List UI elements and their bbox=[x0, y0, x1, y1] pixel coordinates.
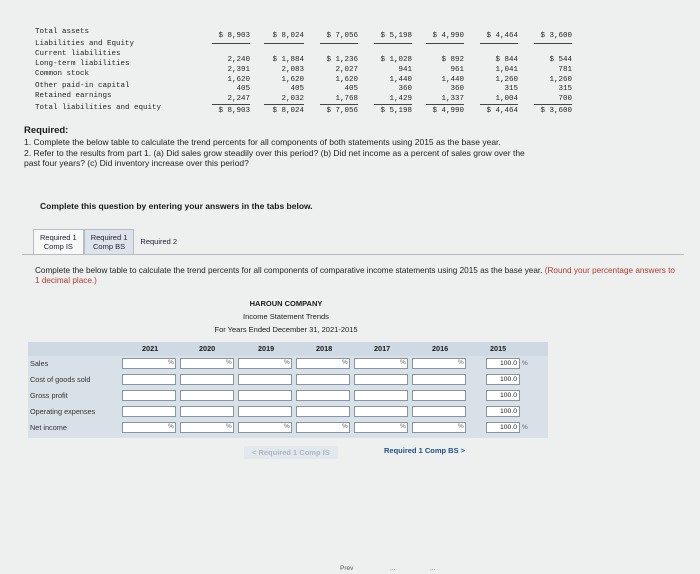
percent-sign: % bbox=[400, 359, 406, 366]
trend-input-cell[interactable] bbox=[122, 390, 176, 401]
bs-rule bbox=[212, 104, 250, 105]
bs-paid-in-2018: 360 bbox=[398, 85, 412, 93]
bs-total-le-2016: $ 4,464 bbox=[486, 107, 518, 115]
required-line-3: past four years? (c) Did inventory increase over this period? bbox=[24, 158, 249, 168]
percent-sign: % bbox=[342, 359, 348, 366]
trend-input-cell[interactable] bbox=[296, 406, 350, 417]
percent-sign: % bbox=[284, 423, 290, 430]
bs-common-stock-2019: 1,620 bbox=[335, 76, 358, 84]
bs-long-term-2017: 961 bbox=[450, 66, 464, 74]
instructions-hint: (Round your percentage answers to 1 decimal place.) bbox=[35, 266, 675, 285]
table-period: For Years Ended December 31, 2021-2015 bbox=[214, 325, 358, 334]
year-header: 2020 bbox=[199, 344, 216, 353]
percent-sign: % bbox=[522, 424, 528, 431]
bs-label-retained-earnings: Retained earnings bbox=[35, 92, 112, 100]
bs-rule bbox=[426, 104, 464, 105]
bs-label-other-paid-in-capital: Other paid-in capital bbox=[35, 82, 130, 90]
year-header: 2016 bbox=[432, 344, 449, 353]
row-label-operating-expenses: Operating expenses bbox=[30, 407, 96, 416]
bs-rule bbox=[264, 43, 304, 44]
percent-sign: % bbox=[400, 423, 406, 430]
base-value-cogs: 100.0 bbox=[486, 374, 520, 385]
bs-current-liabilities-2021: 2,240 bbox=[227, 56, 250, 64]
bs-rule bbox=[320, 43, 358, 44]
bs-rule bbox=[480, 43, 518, 44]
trend-input-cell[interactable] bbox=[122, 406, 176, 417]
bs-common-stock-2017: 1,440 bbox=[441, 76, 464, 84]
bs-label-liabilities-equity: Liabilities and Equity bbox=[35, 40, 135, 48]
trend-input-cell[interactable] bbox=[296, 390, 350, 401]
trend-input-cell[interactable] bbox=[238, 390, 292, 401]
bs-total-assets-2019: $ 7,056 bbox=[326, 32, 358, 40]
bs-current-liabilities-2016: $ 844 bbox=[495, 56, 518, 64]
bs-common-stock-2018: 1,440 bbox=[389, 76, 412, 84]
company-name: HAROUN COMPANY bbox=[249, 299, 323, 308]
bs-current-liabilities-2015: $ 544 bbox=[549, 56, 572, 64]
bs-label-long-term-liabilities: Long-term liabilities bbox=[35, 60, 130, 68]
bs-current-liabilities-2020: $ 1,884 bbox=[272, 56, 304, 64]
row-label-sales: Sales bbox=[30, 359, 49, 368]
footer-prev-fragment[interactable]: Prev bbox=[340, 565, 354, 572]
complete-note: Complete this question by entering your answers in the tabs below. bbox=[40, 201, 313, 211]
year-header-band bbox=[28, 342, 548, 356]
trend-input-cell[interactable] bbox=[354, 390, 408, 401]
percent-sign: % bbox=[342, 423, 348, 430]
tab-label-line-1: Required 1 bbox=[40, 233, 77, 242]
required-heading: Required: bbox=[24, 125, 69, 136]
bs-long-term-2020: 2,083 bbox=[281, 66, 304, 74]
bs-total-le-2021: $ 8,903 bbox=[218, 107, 250, 115]
percent-sign: % bbox=[458, 423, 464, 430]
bs-retained-2015: 700 bbox=[558, 95, 572, 103]
year-header: 2017 bbox=[374, 344, 391, 353]
bs-total-le-2017: $ 4,990 bbox=[432, 107, 464, 115]
percent-sign: % bbox=[522, 360, 528, 367]
instructions bbox=[35, 266, 675, 286]
bs-paid-in-2021: 405 bbox=[236, 85, 250, 93]
bs-paid-in-2015: 315 bbox=[558, 85, 572, 93]
trend-input-cell[interactable] bbox=[412, 390, 466, 401]
bs-retained-2021: 2,247 bbox=[227, 95, 250, 103]
required-tabs bbox=[33, 229, 183, 255]
bs-common-stock-2020: 1,620 bbox=[281, 76, 304, 84]
prev-tab-button[interactable]: < Required 1 Comp IS bbox=[244, 446, 338, 459]
next-tab-button[interactable]: Required 1 Comp BS > bbox=[384, 446, 466, 455]
bs-rule bbox=[374, 43, 412, 44]
bs-common-stock-2021: 1,620 bbox=[227, 76, 250, 84]
trend-input-cell[interactable] bbox=[180, 390, 234, 401]
instructions-main: Complete the below table to calculate the trend percents for all components of comparative income statements using 2015 as the base year. bbox=[35, 266, 543, 275]
bs-long-term-2019: 2,027 bbox=[335, 66, 358, 74]
base-value-operating-expenses: 100.0 bbox=[486, 406, 520, 417]
required-line-2: 2. Refer to the results from part 1. (a) Did sales grow steadily over this period? (b) Did net income as a percent of sales grow over the bbox=[24, 148, 525, 158]
trend-input-cell[interactable] bbox=[354, 374, 408, 385]
bs-total-assets-2015: $ 3,600 bbox=[540, 32, 572, 40]
table-subtitle: Income Statement Trends bbox=[243, 312, 329, 321]
trend-input-cell[interactable] bbox=[180, 406, 234, 417]
bs-rule bbox=[534, 104, 572, 105]
tab-panel-border bbox=[22, 254, 684, 255]
row-label-cogs: Cost of goods sold bbox=[30, 375, 91, 384]
percent-sign: % bbox=[168, 423, 174, 430]
percent-sign: % bbox=[226, 359, 232, 366]
trend-input-cell[interactable] bbox=[180, 374, 234, 385]
base-value-net-income: 100.0 bbox=[486, 422, 520, 433]
percent-sign: % bbox=[168, 359, 174, 366]
year-header: 2015 bbox=[490, 344, 507, 353]
bs-long-term-2015: 781 bbox=[558, 66, 572, 74]
bs-rule bbox=[374, 104, 412, 105]
trend-input-cell[interactable] bbox=[238, 406, 292, 417]
year-header: 2019 bbox=[258, 344, 275, 353]
bs-total-le-2019: $ 7,056 bbox=[326, 107, 358, 115]
tab-label-line-1: Required 1 bbox=[90, 233, 128, 242]
bs-label-total-liabilities-equity: Total liabilities and equity bbox=[35, 104, 162, 112]
trend-input-cell[interactable] bbox=[354, 406, 408, 417]
bs-long-term-2016: 1,041 bbox=[495, 66, 518, 74]
bs-paid-in-2019: 405 bbox=[344, 85, 358, 93]
year-header: 2021 bbox=[142, 344, 159, 353]
bs-current-liabilities-2018: $ 1,028 bbox=[380, 56, 412, 64]
bs-common-stock-2016: 1,260 bbox=[495, 76, 518, 84]
bs-retained-2017: 1,337 bbox=[441, 95, 464, 103]
tab-label-line-2: Comp IS bbox=[43, 242, 73, 251]
base-value-gross-profit: 100.0 bbox=[486, 390, 520, 401]
bs-total-le-2018: $ 5,198 bbox=[380, 107, 412, 115]
bs-rule bbox=[212, 43, 250, 44]
bs-label-common-stock: Common stock bbox=[35, 70, 90, 78]
tab-required-1-comp-is[interactable] bbox=[33, 229, 84, 255]
bs-current-liabilities-2017: $ 892 bbox=[441, 56, 464, 64]
bs-current-liabilities-2019: $ 1,236 bbox=[326, 56, 358, 64]
bs-label-current-liabilities: Current liabilities bbox=[35, 50, 121, 58]
bs-total-assets-2018: $ 5,198 bbox=[380, 32, 412, 40]
bs-paid-in-2016: 315 bbox=[504, 85, 518, 93]
bs-retained-2018: 1,429 bbox=[389, 95, 412, 103]
tab-label-line-2: Comp BS bbox=[93, 242, 126, 251]
bs-total-assets-2020: $ 8,024 bbox=[272, 32, 304, 40]
bs-rule bbox=[320, 104, 358, 105]
trend-input-cell[interactable] bbox=[122, 374, 176, 385]
bs-paid-in-2017: 360 bbox=[450, 85, 464, 93]
bs-paid-in-2020: 405 bbox=[290, 85, 304, 93]
bs-total-assets-2017: $ 4,990 bbox=[432, 32, 464, 40]
footer-dots: ... bbox=[430, 565, 436, 572]
percent-sign: % bbox=[284, 359, 290, 366]
trend-input-cell[interactable] bbox=[412, 374, 466, 385]
bs-rule bbox=[534, 43, 572, 44]
trend-input-cell[interactable] bbox=[296, 374, 350, 385]
bs-long-term-2021: 2,391 bbox=[227, 66, 250, 74]
percent-sign: % bbox=[458, 359, 464, 366]
bs-label-total-assets: Total assets bbox=[35, 28, 90, 36]
bs-total-le-2020: $ 8,024 bbox=[272, 107, 304, 115]
bs-total-le-2015: $ 3,600 bbox=[540, 107, 572, 115]
required-line-1: 1. Complete the below table to calculate the trend percents for all components of both statements using 2015 as the base year. bbox=[24, 137, 501, 147]
bs-retained-2019: 1,768 bbox=[335, 95, 358, 103]
bs-rule bbox=[480, 104, 518, 105]
row-label-gross-profit: Gross profit bbox=[30, 391, 68, 400]
bs-common-stock-2015: 1,260 bbox=[549, 76, 572, 84]
bs-total-assets-2016: $ 4,464 bbox=[486, 32, 518, 40]
footer-dots: ... bbox=[390, 565, 396, 572]
percent-sign: % bbox=[226, 423, 232, 430]
bs-retained-2020: 2,032 bbox=[281, 95, 304, 103]
tab-required-2[interactable]: Required 2 bbox=[140, 237, 178, 246]
tab-required-1-comp-bs[interactable] bbox=[84, 229, 135, 255]
bs-long-term-2018: 941 bbox=[398, 66, 412, 74]
bs-retained-2016: 1,004 bbox=[495, 95, 518, 103]
base-value-sales: 100.0 bbox=[486, 358, 520, 369]
row-label-net-income: Net income bbox=[30, 423, 67, 432]
trend-input-cell[interactable] bbox=[238, 374, 292, 385]
bs-rule bbox=[426, 43, 464, 44]
trend-input-cell[interactable] bbox=[412, 406, 466, 417]
bs-total-assets-2021: $ 8,903 bbox=[218, 32, 250, 40]
year-header: 2018 bbox=[316, 344, 333, 353]
bs-rule bbox=[264, 104, 304, 105]
